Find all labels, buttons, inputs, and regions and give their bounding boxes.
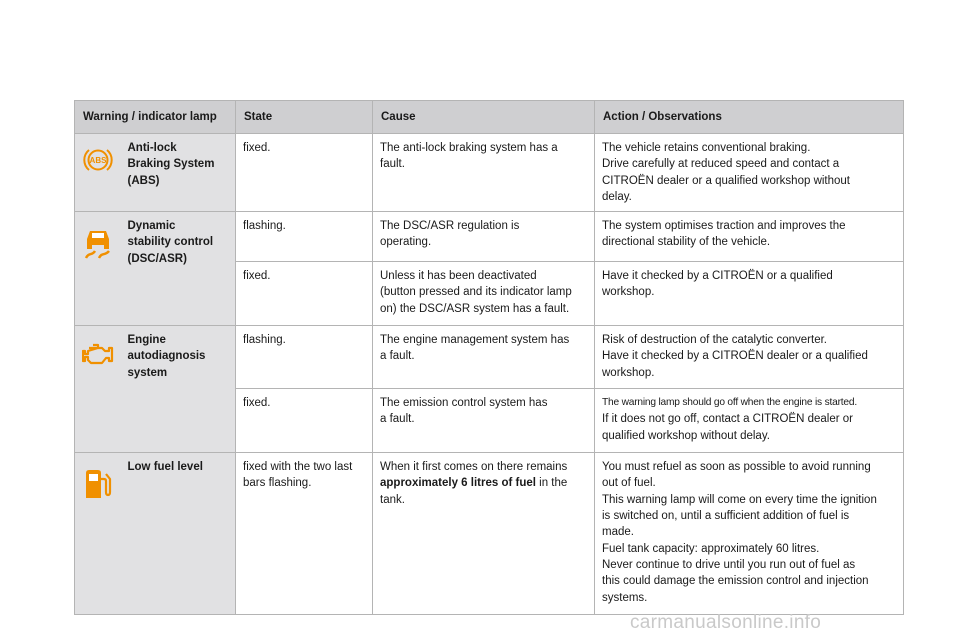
header-cause: Cause [373,101,595,134]
table-header-row [75,101,904,134]
skidding-car-icon [83,226,113,260]
fuel-amount: approximately 6 litres of fuel [380,477,536,490]
dsc-icon-cell [75,212,122,326]
dsc-cause-fixed: Unless it has been deactivated (button pressed and its indicator lamp on) the DSC/ASR system has a fault. [373,262,595,326]
fuel-action: You must refuel as soon as possible to avoid running out of fuel. This warning lamp will come on every time the ignition is switched on, until a sufficient addition of fuel is made. Fuel tank capacity: approximately 60 litres. Never continue to drive until you run out of fuel as this could damage the emission control and injection systems. [595,453,904,615]
svg-text:ABS: ABS [89,156,107,165]
abs-icon-cell [75,134,122,212]
engine-cause-fixed: The emission control system has a fault. [373,389,595,453]
header-action: Action / Observations [595,101,904,134]
abs-action: The vehicle retains conventional braking. Drive carefully at reduced speed and contact a CITROËN dealer or a qualified workshop without delay. [595,134,904,212]
dsc-name: Dynamic stability control (DSC/ASR) [122,212,236,326]
table-row [75,453,904,615]
dsc-action-flashing: The system optimises traction and improves the directional stability of the vehicle. [595,212,904,262]
table-row [75,326,904,389]
abs-warning-icon [83,146,113,174]
abs-name: Anti-lock Braking System (ABS) [122,134,236,212]
dsc-state-flashing: flashing. [236,212,373,262]
dsc-action-fixed: Have it checked by a CITROËN or a qualified workshop. [595,262,904,326]
table-row [75,212,904,262]
dsc-state-fixed: fixed. [236,262,373,326]
watermark: carmanualsonline.info [630,612,822,633]
abs-state: fixed. [236,134,373,212]
engine-name: Engine autodiagnosis system [122,326,236,453]
engine-cause-flashing: The engine management system has a fault. [373,326,595,389]
abs-cause: The anti-lock braking system has a fault. [373,134,595,212]
fuel-cause: When it first comes on there remains approximately 6 litres of fuel in the tank. [373,453,595,615]
header-state: State [236,101,373,134]
engine-action-flashing: Risk of destruction of the catalytic converter. Have it checked by a CITROËN dealer or a qualified workshop. [595,326,904,389]
fuel-icon-cell [75,453,122,615]
dsc-cause-flashing: The DSC/ASR regulation is operating. [373,212,595,262]
warning-lamp-table [74,100,904,615]
engine-icon [82,342,114,368]
header-lamp: Warning / indicator lamp [75,101,236,134]
engine-icon-cell [75,326,122,453]
table-row [75,134,904,212]
engine-action-fixed: The warning lamp should go off when the engine is started. If it does not go off, contact a CITROËN dealer or qualified workshop without delay. [595,389,904,453]
engine-state-fixed: fixed. [236,389,373,453]
fuel-pump-icon [83,467,113,501]
engine-state-flashing: flashing. [236,326,373,389]
fuel-name: Low fuel level [122,453,236,615]
fuel-state: fixed with the two last bars flashing. [236,453,373,615]
